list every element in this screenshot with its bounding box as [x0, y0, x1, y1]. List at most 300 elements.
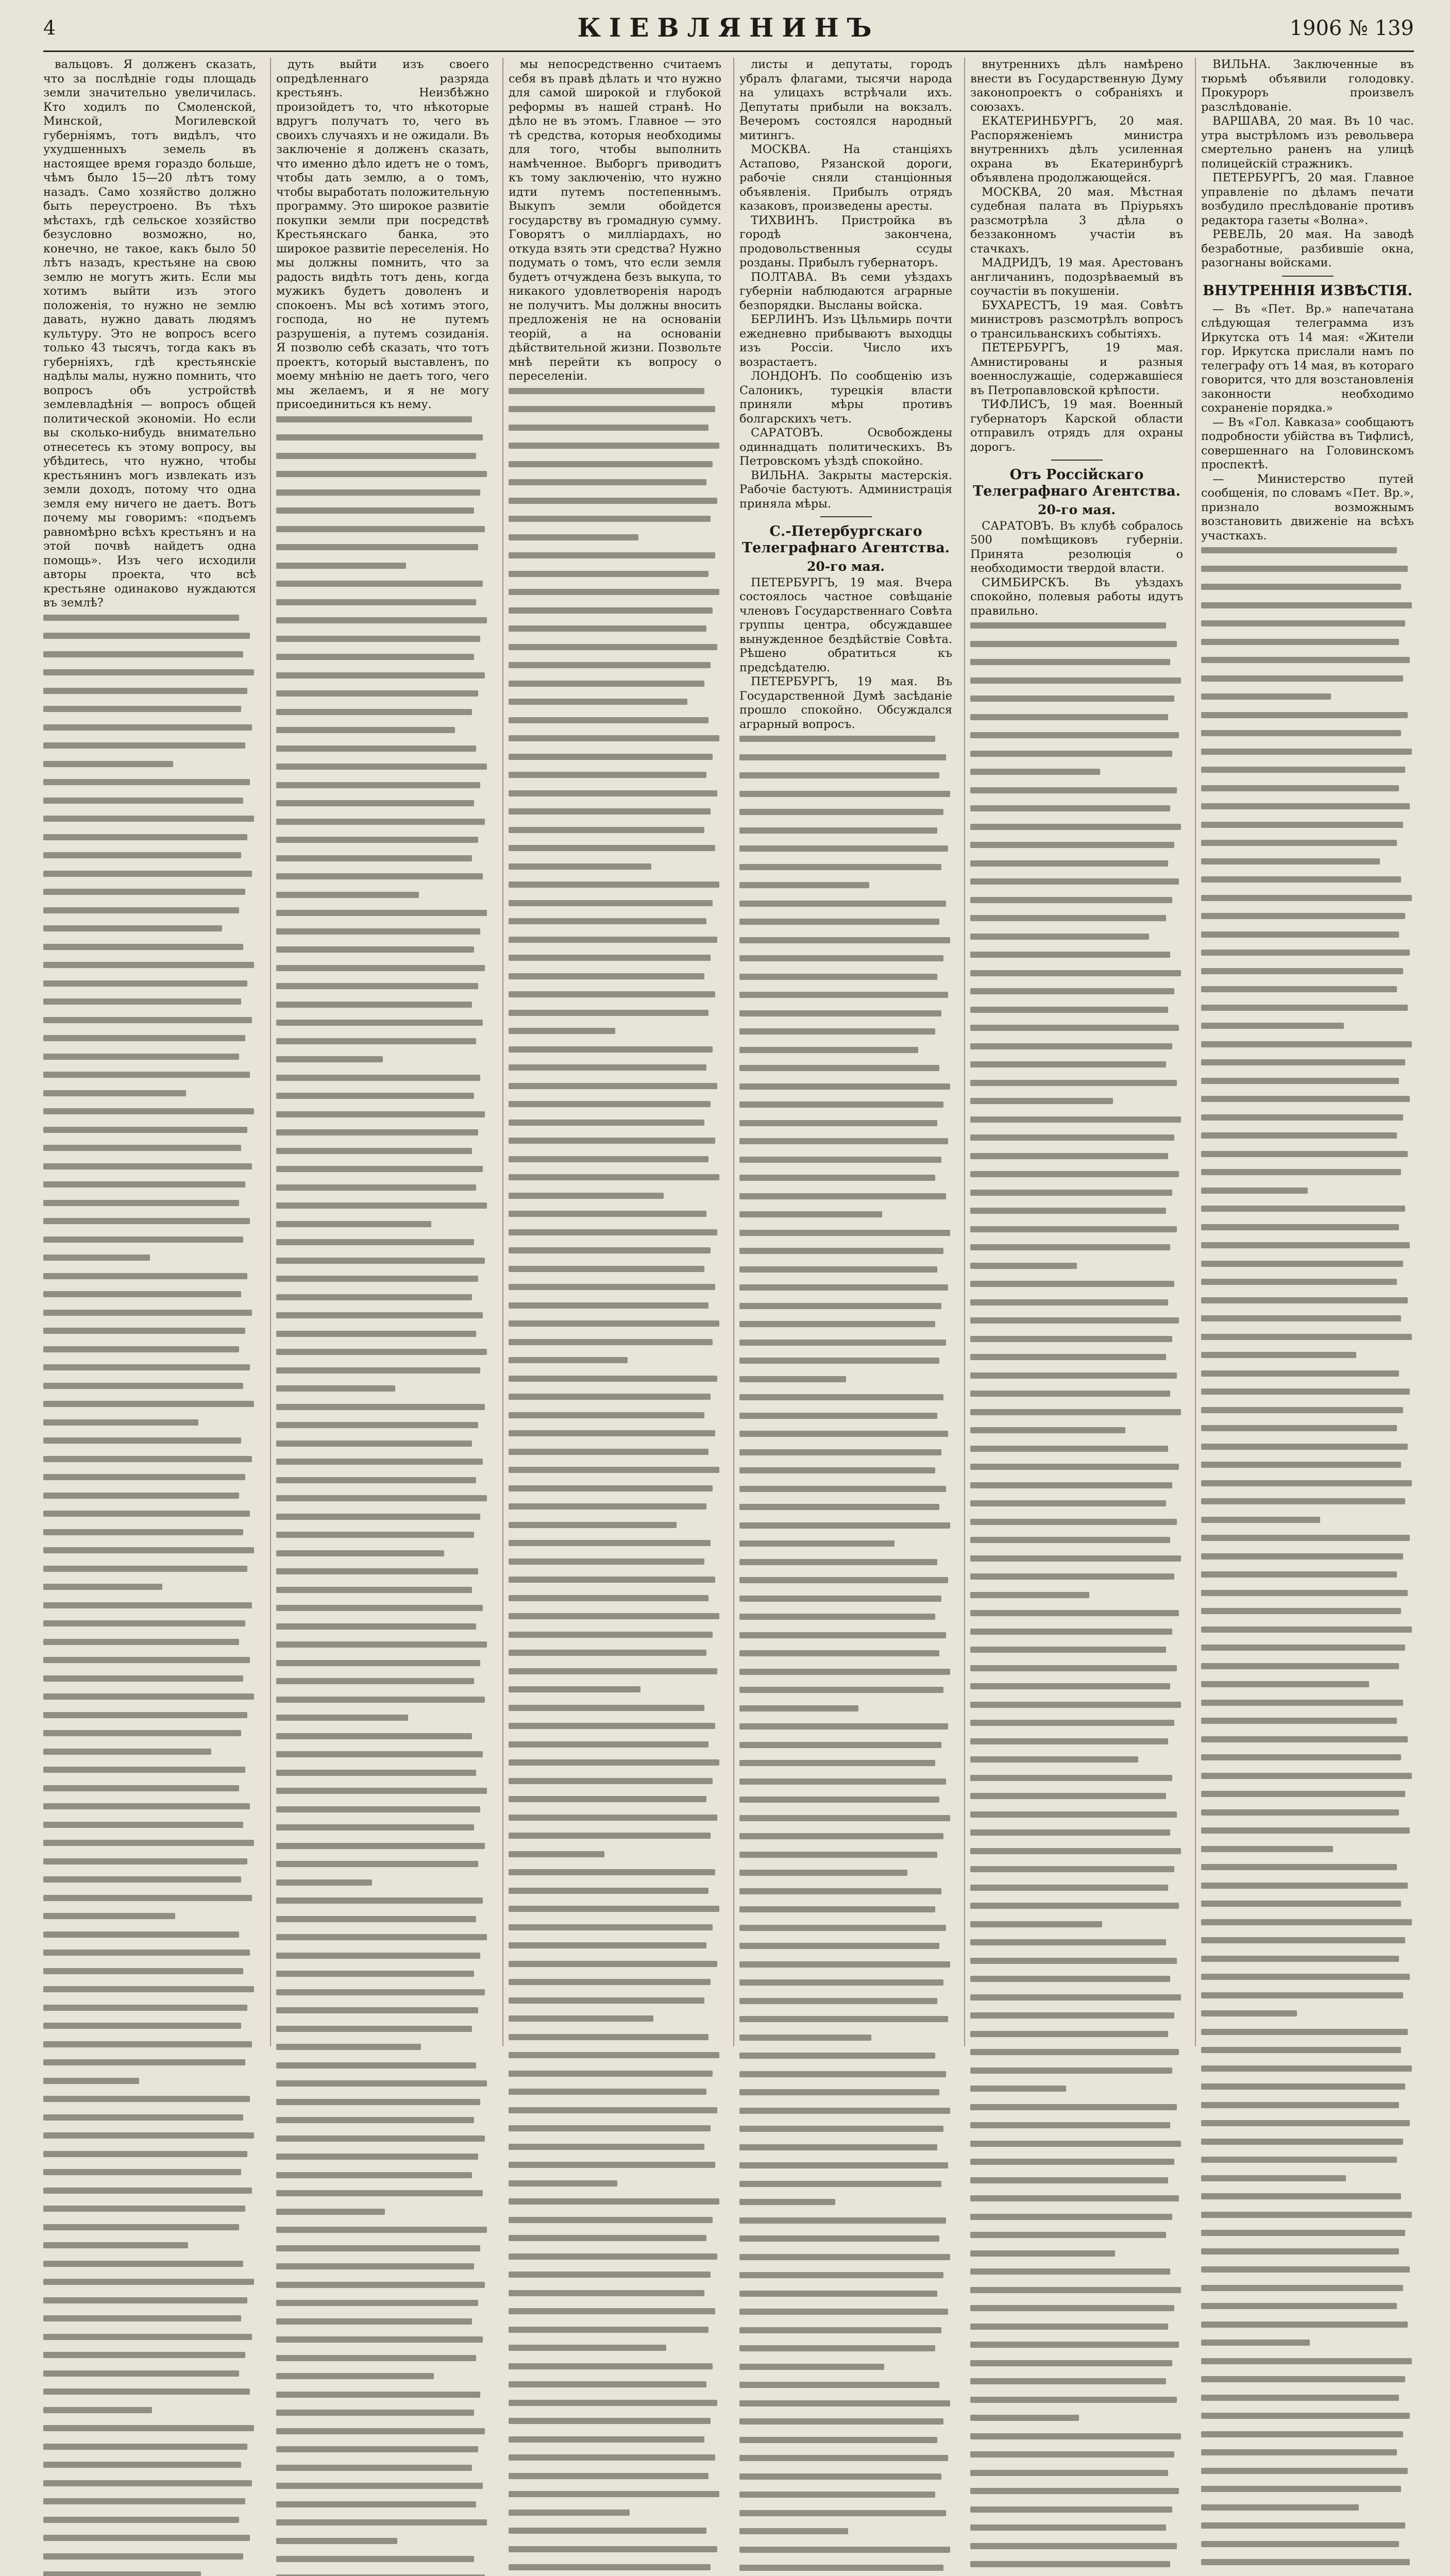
print-line — [276, 1843, 489, 1857]
print-line — [970, 2214, 1183, 2228]
print-line — [276, 2519, 489, 2534]
print-line — [43, 980, 256, 995]
print-line — [276, 1568, 489, 1583]
print-line — [276, 2044, 489, 2058]
print-line — [739, 992, 952, 1006]
print-line — [276, 672, 489, 687]
print-line — [509, 1613, 721, 1628]
print-line — [276, 1934, 489, 1948]
print-line — [739, 1614, 952, 1628]
print-line — [509, 1686, 721, 1701]
print-line — [739, 1230, 952, 1244]
print-line — [970, 2141, 1183, 2155]
print-line — [1201, 1681, 1414, 1696]
print-line — [509, 1449, 721, 1463]
print-line — [276, 709, 489, 723]
print-line — [1201, 895, 1414, 909]
print-line — [1201, 2522, 1414, 2537]
print-line — [43, 944, 256, 958]
print-line — [970, 1171, 1183, 1185]
print-line — [43, 2151, 256, 2165]
print-line — [43, 2132, 256, 2147]
print-line — [43, 852, 256, 867]
print-line — [43, 1986, 256, 2001]
article-paragraph: ПЕТЕРБУРГЪ, 19 мая. Въ Государственной Думѣ засѣданіе прошло спокойно. Обсуждался аграрный вопросъ. — [739, 675, 952, 732]
print-line — [970, 2451, 1183, 2466]
print-line — [509, 425, 721, 439]
print-line — [276, 453, 489, 467]
newspaper-title: КІЕВЛЯНИНЪ — [43, 12, 1414, 43]
print-line — [970, 1061, 1183, 1076]
print-line — [509, 863, 721, 878]
print-line — [1201, 2266, 1414, 2281]
print-line — [509, 1412, 721, 1427]
print-line — [43, 2114, 256, 2129]
print-line — [1201, 1535, 1414, 1549]
print-line — [739, 1833, 952, 1848]
print-line — [509, 955, 721, 969]
print-line — [739, 1284, 952, 1299]
print-line — [509, 1339, 721, 1353]
column-divider — [964, 58, 965, 2046]
column-divider — [270, 58, 271, 2046]
print-line — [1201, 1626, 1414, 1641]
print-line — [509, 388, 721, 402]
print-line — [1201, 1974, 1414, 1988]
print-line — [43, 2480, 256, 2495]
print-line — [509, 717, 721, 732]
print-line — [276, 2336, 489, 2351]
print-line — [509, 2454, 721, 2469]
print-line — [1201, 2559, 1414, 2573]
print-line — [1201, 1462, 1414, 1476]
print-line — [1201, 2431, 1414, 2446]
print-line — [43, 2571, 256, 2576]
print-line — [739, 2492, 952, 2506]
print-line — [739, 1760, 952, 1774]
print-line — [970, 2159, 1183, 2173]
print-line — [276, 1605, 489, 1619]
print-line — [1201, 2139, 1414, 2153]
print-line — [970, 2543, 1183, 2557]
print-line — [970, 1025, 1183, 1039]
print-line — [739, 2400, 952, 2415]
column-2 — [276, 58, 489, 2576]
print-line — [739, 1358, 952, 1372]
print-line — [43, 1456, 256, 1470]
print-line — [509, 1888, 721, 1902]
print-line — [276, 2227, 489, 2241]
print-line — [276, 1312, 489, 1327]
print-line — [739, 2016, 952, 2030]
print-line — [276, 892, 489, 906]
print-line — [43, 816, 256, 830]
print-line — [1201, 1773, 1414, 1787]
print-line — [509, 1979, 721, 1993]
print-line — [509, 1997, 721, 2012]
print-line — [276, 819, 489, 833]
print-line — [1201, 767, 1414, 781]
print-line — [43, 998, 256, 1013]
print-line — [276, 489, 489, 504]
print-line — [43, 688, 256, 702]
print-line — [43, 2370, 256, 2385]
print-line — [970, 1702, 1183, 1716]
article-paragraph: — Въ «Пет. Вр.» напечатана слѣдующая телеграмма изъ Иркутска отъ 14 мая: «Жители гор. Иркутска прислали намъ по телеграфу отъ 14 мая, въ котораго говорится, что для возстановленія законности необходимо сохраненіе порядка.» — [1201, 302, 1414, 416]
print-line — [739, 2327, 952, 2342]
print-line — [739, 2528, 952, 2543]
print-line — [43, 2334, 256, 2348]
print-line — [276, 1294, 489, 1309]
print-line — [43, 2297, 256, 2312]
print-line — [1201, 1937, 1414, 1952]
print-line — [1201, 730, 1414, 744]
print-line — [276, 1623, 489, 1638]
print-line — [276, 563, 489, 577]
print-line — [43, 2517, 256, 2531]
print-line — [970, 2324, 1183, 2338]
print-line — [739, 845, 952, 860]
print-line — [739, 1961, 952, 1976]
print-line — [509, 1229, 721, 1244]
print-line — [276, 2465, 489, 2479]
print-line — [739, 864, 952, 878]
print-line — [509, 625, 721, 640]
print-line — [276, 1806, 489, 1821]
print-line — [276, 928, 489, 943]
print-line — [739, 1028, 952, 1043]
print-line — [970, 2415, 1183, 2429]
print-line — [509, 991, 721, 1006]
print-line — [43, 1437, 256, 1452]
print-line — [739, 1559, 952, 1573]
print-line — [970, 2397, 1183, 2411]
print-line — [276, 1276, 489, 1290]
print-line — [970, 1409, 1183, 1423]
print-line — [43, 1950, 256, 1964]
column-4 — [739, 58, 952, 2576]
print-line — [509, 1650, 721, 1664]
print-line — [276, 1550, 489, 1565]
print-line — [509, 2564, 721, 2576]
print-line — [509, 534, 721, 549]
print-line — [509, 1320, 721, 1335]
print-line — [970, 2104, 1183, 2119]
print-line — [276, 617, 489, 632]
print-line — [970, 1427, 1183, 1442]
print-line — [276, 1514, 489, 1528]
print-line — [970, 696, 1183, 710]
print-line — [276, 1184, 489, 1199]
print-line — [1201, 1444, 1414, 1458]
print-line — [276, 2136, 489, 2150]
print-line — [970, 1775, 1183, 1789]
print-line — [276, 1404, 489, 1418]
print-line — [43, 1072, 256, 1086]
print-line — [509, 1961, 721, 1975]
print-line — [43, 1364, 256, 1379]
print-line — [509, 2546, 721, 2561]
print-line — [43, 1200, 256, 1214]
print-line — [739, 2510, 952, 2524]
print-line — [1201, 566, 1414, 580]
print-line — [43, 1876, 256, 1891]
print-line — [970, 1464, 1183, 1478]
print-line — [739, 736, 952, 750]
print-line — [970, 2177, 1183, 2192]
print-line — [1201, 1883, 1414, 1897]
print-line — [1201, 1754, 1414, 1769]
print-line — [276, 2300, 489, 2314]
print-line — [43, 1017, 256, 1031]
print-line — [509, 681, 721, 695]
print-line — [43, 925, 256, 940]
print-line — [276, 910, 489, 924]
print-line — [970, 1939, 1183, 1954]
print-line — [276, 1459, 489, 1473]
print-line — [970, 952, 1183, 966]
print-line — [43, 1785, 256, 1800]
print-line — [1201, 2285, 1414, 2299]
print-line — [509, 1120, 721, 1134]
print-line — [43, 1657, 256, 1671]
print-line — [43, 1767, 256, 1781]
print-line — [43, 1840, 256, 1854]
print-line — [1201, 1553, 1414, 1568]
print-line — [1201, 1608, 1414, 1622]
print-line — [509, 1467, 721, 1481]
print-line — [509, 973, 721, 988]
print-line — [43, 2206, 256, 2220]
print-line — [509, 699, 721, 713]
print-line — [739, 1870, 952, 1884]
print-line — [739, 1248, 952, 1262]
print-line — [1201, 1315, 1414, 1330]
column-3 — [509, 58, 721, 2576]
print-line — [509, 1430, 721, 1445]
print-line — [739, 1888, 952, 1903]
print-line — [739, 1157, 952, 1171]
print-line — [739, 791, 952, 805]
print-line — [739, 1522, 952, 1537]
print-line — [1201, 2340, 1414, 2354]
print-line — [970, 732, 1183, 747]
print-line — [276, 1385, 489, 1400]
print-line — [1201, 2376, 1414, 2391]
column-divider — [733, 58, 734, 2046]
print-line — [1201, 2449, 1414, 2464]
print-line — [970, 1903, 1183, 1917]
print-line — [1201, 1827, 1414, 1842]
print-line — [43, 1620, 256, 1635]
print-line — [43, 1511, 256, 1525]
print-line — [276, 636, 489, 650]
print-line — [276, 1824, 489, 1839]
print-line — [43, 2041, 256, 2056]
print-line — [739, 1449, 952, 1464]
print-line — [1201, 1956, 1414, 1970]
print-line — [970, 677, 1183, 692]
print-line — [43, 2462, 256, 2476]
print-line — [276, 837, 489, 851]
print-line — [276, 2538, 489, 2552]
print-line — [970, 1116, 1183, 1131]
print-line — [509, 1010, 721, 1024]
print-line — [43, 2315, 256, 2330]
print-line — [43, 1328, 256, 1342]
print-line — [970, 1555, 1183, 1570]
print-line — [970, 1592, 1183, 1606]
print-line — [509, 1394, 721, 1408]
print-line — [970, 970, 1183, 985]
print-line — [739, 901, 952, 915]
print-line — [509, 461, 721, 476]
print-line — [970, 1354, 1183, 1368]
print-line — [509, 2400, 721, 2414]
section-heading: Отъ Россійскаго Телеграфнаго Агентства. — [970, 467, 1183, 500]
print-line — [739, 1797, 952, 1811]
print-line — [276, 2501, 489, 2516]
print-line — [509, 571, 721, 585]
print-line — [43, 2553, 256, 2568]
print-line — [970, 2250, 1183, 2265]
print-line — [970, 1317, 1183, 1332]
print-line — [276, 526, 489, 540]
print-line — [276, 1111, 489, 1126]
print-line — [509, 1668, 721, 1683]
masthead-rule — [43, 50, 1414, 52]
print-line — [276, 581, 489, 595]
print-line — [43, 1712, 256, 1726]
article-paragraph: ВИЛЬНА. Закрыты мастерскія. Рабочіе бастуютъ. Администрація приняла мѣры. — [739, 469, 952, 512]
print-line — [739, 1577, 952, 1591]
print-line — [1201, 876, 1414, 891]
print-line — [509, 2363, 721, 2378]
print-line — [1201, 2358, 1414, 2372]
print-line — [970, 824, 1183, 838]
print-line — [739, 1321, 952, 1335]
print-line — [43, 1675, 256, 1690]
print-line — [739, 1998, 952, 2012]
print-line — [739, 1742, 952, 1756]
print-line — [1201, 2175, 1414, 2190]
print-line — [43, 1145, 256, 1159]
illegible-text-block — [970, 622, 1183, 2576]
print-line — [276, 1660, 489, 1674]
print-line — [1201, 1864, 1414, 1878]
print-line — [1201, 1498, 1414, 1513]
print-line — [970, 1226, 1183, 1241]
print-line — [276, 1788, 489, 1802]
print-line — [739, 2418, 952, 2433]
print-line — [509, 772, 721, 786]
print-line — [739, 2235, 952, 2250]
print-line — [970, 2012, 1183, 2027]
print-line — [276, 690, 489, 705]
print-line — [970, 751, 1183, 765]
masthead — [43, 10, 1414, 52]
print-line — [1201, 968, 1414, 982]
print-line — [276, 2392, 489, 2406]
print-line — [1201, 1901, 1414, 1915]
print-line — [1201, 2504, 1414, 2519]
print-line — [509, 662, 721, 676]
print-line — [276, 873, 489, 888]
print-line — [276, 946, 489, 961]
print-line — [509, 2235, 721, 2249]
print-line — [1201, 1700, 1414, 1714]
article-paragraph: МАДРИДЪ, 19 мая. Арестованъ англичанинъ, подозрѣваемый въ соучастіи въ покушеніи. — [970, 256, 1183, 299]
print-line — [276, 599, 489, 614]
print-line — [739, 1413, 952, 1427]
print-line — [739, 1010, 952, 1025]
print-line — [970, 860, 1183, 875]
print-line — [739, 809, 952, 823]
print-line — [970, 1829, 1183, 1844]
print-line — [43, 1310, 256, 1324]
print-line — [276, 2026, 489, 2040]
print-line — [509, 498, 721, 512]
article-paragraph: ТИХВИНЪ. Пристройка въ городѣ закончена, продовольственныя ссуды розданы. Прибылъ губернаторъ. — [739, 214, 952, 270]
print-line — [43, 2059, 256, 2074]
print-line — [43, 1401, 256, 1415]
print-line — [1201, 1645, 1414, 1659]
print-line — [1201, 2065, 1414, 2080]
print-line — [970, 915, 1183, 929]
print-line — [509, 1577, 721, 1591]
print-line — [970, 1866, 1183, 1880]
print-line — [43, 1108, 256, 1123]
print-line — [739, 1193, 952, 1208]
print-line — [509, 2381, 721, 2396]
print-line — [509, 2162, 721, 2176]
print-line — [970, 1336, 1183, 1350]
print-line — [970, 769, 1183, 783]
print-line — [1201, 2047, 1414, 2061]
print-line — [970, 787, 1183, 802]
print-line — [509, 552, 721, 567]
print-line — [509, 1211, 721, 1225]
print-line — [276, 1258, 489, 1272]
print-line — [970, 1263, 1183, 1277]
print-line — [739, 937, 952, 952]
print-line — [509, 1028, 721, 1042]
print-line — [970, 1007, 1183, 1021]
print-line — [509, 2253, 721, 2268]
print-line — [276, 1020, 489, 1034]
print-line — [509, 1376, 721, 1390]
print-line — [739, 2199, 952, 2213]
print-line — [739, 2473, 952, 2488]
article-paragraph: ЕКАТЕРИНБУРГЪ, 20 мая. Распоряженіемъ министра внутреннихъ дѣлъ усиленная охрана въ Екатеринбургѣ объявлена продолжающейся. — [970, 114, 1183, 185]
column-5 — [970, 58, 1183, 2576]
print-line — [43, 669, 256, 684]
print-line — [1201, 858, 1414, 873]
print-line — [739, 1138, 952, 1153]
print-line — [276, 507, 489, 522]
print-line — [509, 882, 721, 896]
print-line — [970, 1738, 1183, 1753]
print-line — [276, 2446, 489, 2461]
print-line — [276, 1733, 489, 1748]
print-line — [1201, 2010, 1414, 2025]
section-heading: ВНУТРЕННІЯ ИЗВѢСТІЯ. — [1201, 283, 1414, 299]
print-line — [739, 2455, 952, 2469]
print-line — [509, 1046, 721, 1061]
illegible-text-block — [509, 388, 721, 2576]
print-line — [509, 2272, 721, 2286]
print-line — [739, 2144, 952, 2159]
